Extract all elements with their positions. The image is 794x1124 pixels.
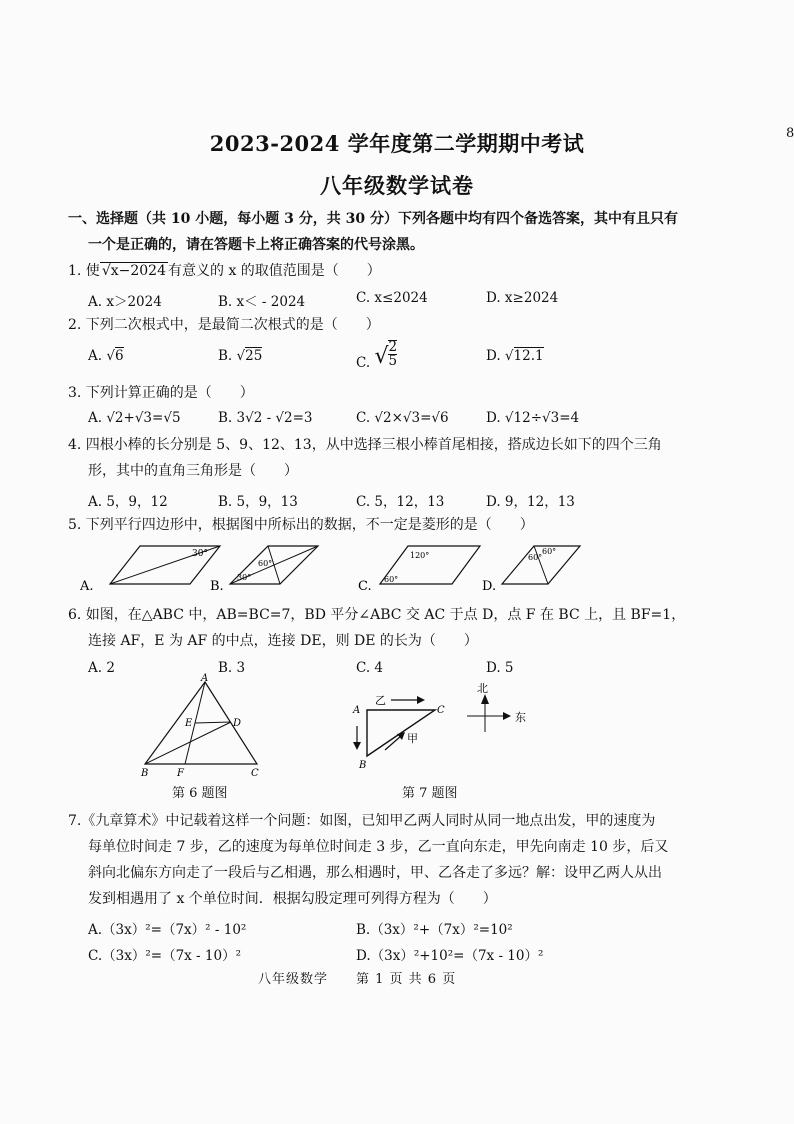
- q4-stem: 4. 四根小棒的长分别是 5、9、12、13，从中选择三根小棒首尾相接，搭成边长如下的四个三角: [68, 437, 662, 453]
- q3-option-d[interactable]: D. √12÷√3=4: [486, 410, 580, 426]
- q7-stem-2: 每单位时间走 7 步，乙的速度为每单位时间走 3 步，乙一直向东走，甲先向南走 10 步，后又: [88, 839, 669, 855]
- q3-option-c[interactable]: C. √2×√3=√6: [356, 410, 449, 426]
- exam-title: 2023-2024 学年度第二学期期中考试: [209, 131, 585, 156]
- section1-heading-cont: 一个是正确的，请在答题卡上将正确答案的代号涂黑。: [88, 237, 424, 253]
- q1-option-d[interactable]: D. x≥2024: [486, 290, 559, 306]
- page-footer: 八年级数学 第 1 页 共 6 页: [258, 972, 457, 987]
- q2-stem: 2. 下列二次根式中，是最简二次根式的是（ ）: [68, 317, 380, 333]
- svg-text:D: D: [233, 718, 242, 729]
- q2-option-d[interactable]: D. √12.1: [486, 348, 544, 364]
- q6-stem: 6. 如图，在△ABC 中，AB=BC=7，BD 平分∠ABC 交 AC 于点 D，点 F 在 BC 上，且 BF=1，: [68, 607, 686, 623]
- q1-stem: 1. 使 √x−2024 有意义的 x 的取值范围是（ ）: [68, 263, 381, 279]
- q7-stem-4: 发到相遇用了 x 个单位时间．根据勾股定理可列得方程为（ ）: [88, 891, 497, 907]
- q5-label-b: B.: [210, 579, 224, 594]
- exam-subtitle: 八年级数学试卷: [320, 173, 474, 198]
- figure-7: [345, 680, 545, 772]
- svg-text:A: A: [353, 705, 361, 716]
- q4-option-d[interactable]: D. 9，12，13: [486, 494, 575, 510]
- q2-option-b[interactable]: B. √25: [218, 348, 263, 364]
- svg-text:60°: 60°: [384, 575, 399, 584]
- q6-option-c[interactable]: C. 4: [356, 660, 384, 676]
- q7-stem-3: 斜向北偏东方向走了一段后与乙相遇，那么相遇时，甲、乙各走了多远？解：设甲乙两人从出: [88, 865, 662, 881]
- q5-label-c: C.: [358, 579, 372, 594]
- svg-text:F: F: [177, 768, 184, 779]
- q7-option-a[interactable]: A.（3x）²=（7x）² - 10²: [88, 922, 247, 938]
- q5-figure-a[interactable]: [80, 546, 220, 594]
- svg-text:东: 东: [515, 711, 526, 724]
- q4-stem-cont: 形，其中的直角三角形是（ ）: [88, 463, 298, 479]
- svg-text:60°: 60°: [528, 553, 543, 562]
- q3-option-b[interactable]: B. 3√2 - √2=3: [218, 410, 313, 426]
- svg-text:C: C: [437, 705, 445, 716]
- svg-text:B: B: [359, 760, 367, 771]
- svg-text:B: B: [141, 768, 149, 779]
- q5-label-a: A.: [80, 579, 94, 594]
- svg-text:北: 北: [477, 682, 488, 695]
- q2-option-c[interactable]: C. √ $\frac{2}{5}$: [356, 338, 398, 371]
- figure-7-caption: 第 7 题图: [402, 786, 458, 801]
- q5-a-angle: 30°: [192, 549, 208, 559]
- q4-option-a[interactable]: A. 5，9，12: [88, 494, 168, 510]
- q6-option-a[interactable]: A. 2: [88, 660, 115, 676]
- q6-option-b[interactable]: B. 3: [218, 660, 246, 676]
- q3-stem: 3. 下列计算正确的是（ ）: [68, 385, 254, 401]
- svg-text:C: C: [251, 768, 259, 779]
- q3-option-a[interactable]: A. √2+√3=√5: [88, 410, 181, 426]
- q1-option-b[interactable]: B. x＜ - 2024: [218, 294, 306, 310]
- svg-text:乙: 乙: [375, 694, 386, 707]
- q6-stem-cont: 连接 AF，E 为 AF 的中点，连接 DE，则 DE 的长为（ ）: [88, 633, 478, 649]
- q4-option-b[interactable]: B. 5，9，13: [218, 494, 298, 510]
- q5-figures: [80, 540, 600, 596]
- svg-text:30°: 30°: [237, 573, 252, 582]
- svg-text:120°: 120°: [410, 551, 430, 560]
- q5-figure-b[interactable]: [210, 546, 318, 594]
- q2-option-a[interactable]: A. √6: [88, 348, 124, 364]
- q5-label-d: D.: [482, 579, 497, 594]
- q5-figure-c[interactable]: [358, 546, 480, 594]
- figure-6-caption: 第 6 题图: [172, 786, 228, 801]
- q1-option-c[interactable]: C. x≤2024: [356, 290, 428, 306]
- svg-text:甲: 甲: [407, 732, 418, 745]
- q4-option-c[interactable]: C. 5，12，13: [356, 494, 445, 510]
- figure-6: [135, 672, 275, 782]
- q5-figure-d[interactable]: [482, 546, 580, 594]
- svg-text:60°: 60°: [542, 547, 557, 556]
- q1-option-a[interactable]: A. x＞2024: [88, 294, 162, 310]
- q7-option-c[interactable]: C.（3x）²=（7x - 10）²: [88, 948, 242, 964]
- q7-option-d[interactable]: D.（3x）²+10²=（7x - 10）²: [356, 948, 544, 964]
- q7-option-b[interactable]: B.（3x）²+（7x）²=10²: [356, 922, 513, 938]
- corner-mark: 8: [786, 126, 794, 141]
- svg-text:60°: 60°: [258, 559, 273, 568]
- svg-text:E: E: [185, 718, 193, 729]
- q5-stem: 5. 下列平行四边形中，根据图中所标出的数据，不一定是菱形的是（ ）: [68, 517, 534, 533]
- svg-text:A: A: [201, 673, 209, 684]
- q6-option-d[interactable]: D. 5: [486, 660, 514, 676]
- section1-heading: 一、选择题（共 10 小题，每小题 3 分，共 30 分）下列各题中均有四个备选答案，其中有且只有: [68, 211, 678, 227]
- q7-stem-1: 7.《九章算术》中记载着这样一个问题：如图，已知甲乙两人同时从同一地点出发，甲的速度为: [68, 813, 656, 829]
